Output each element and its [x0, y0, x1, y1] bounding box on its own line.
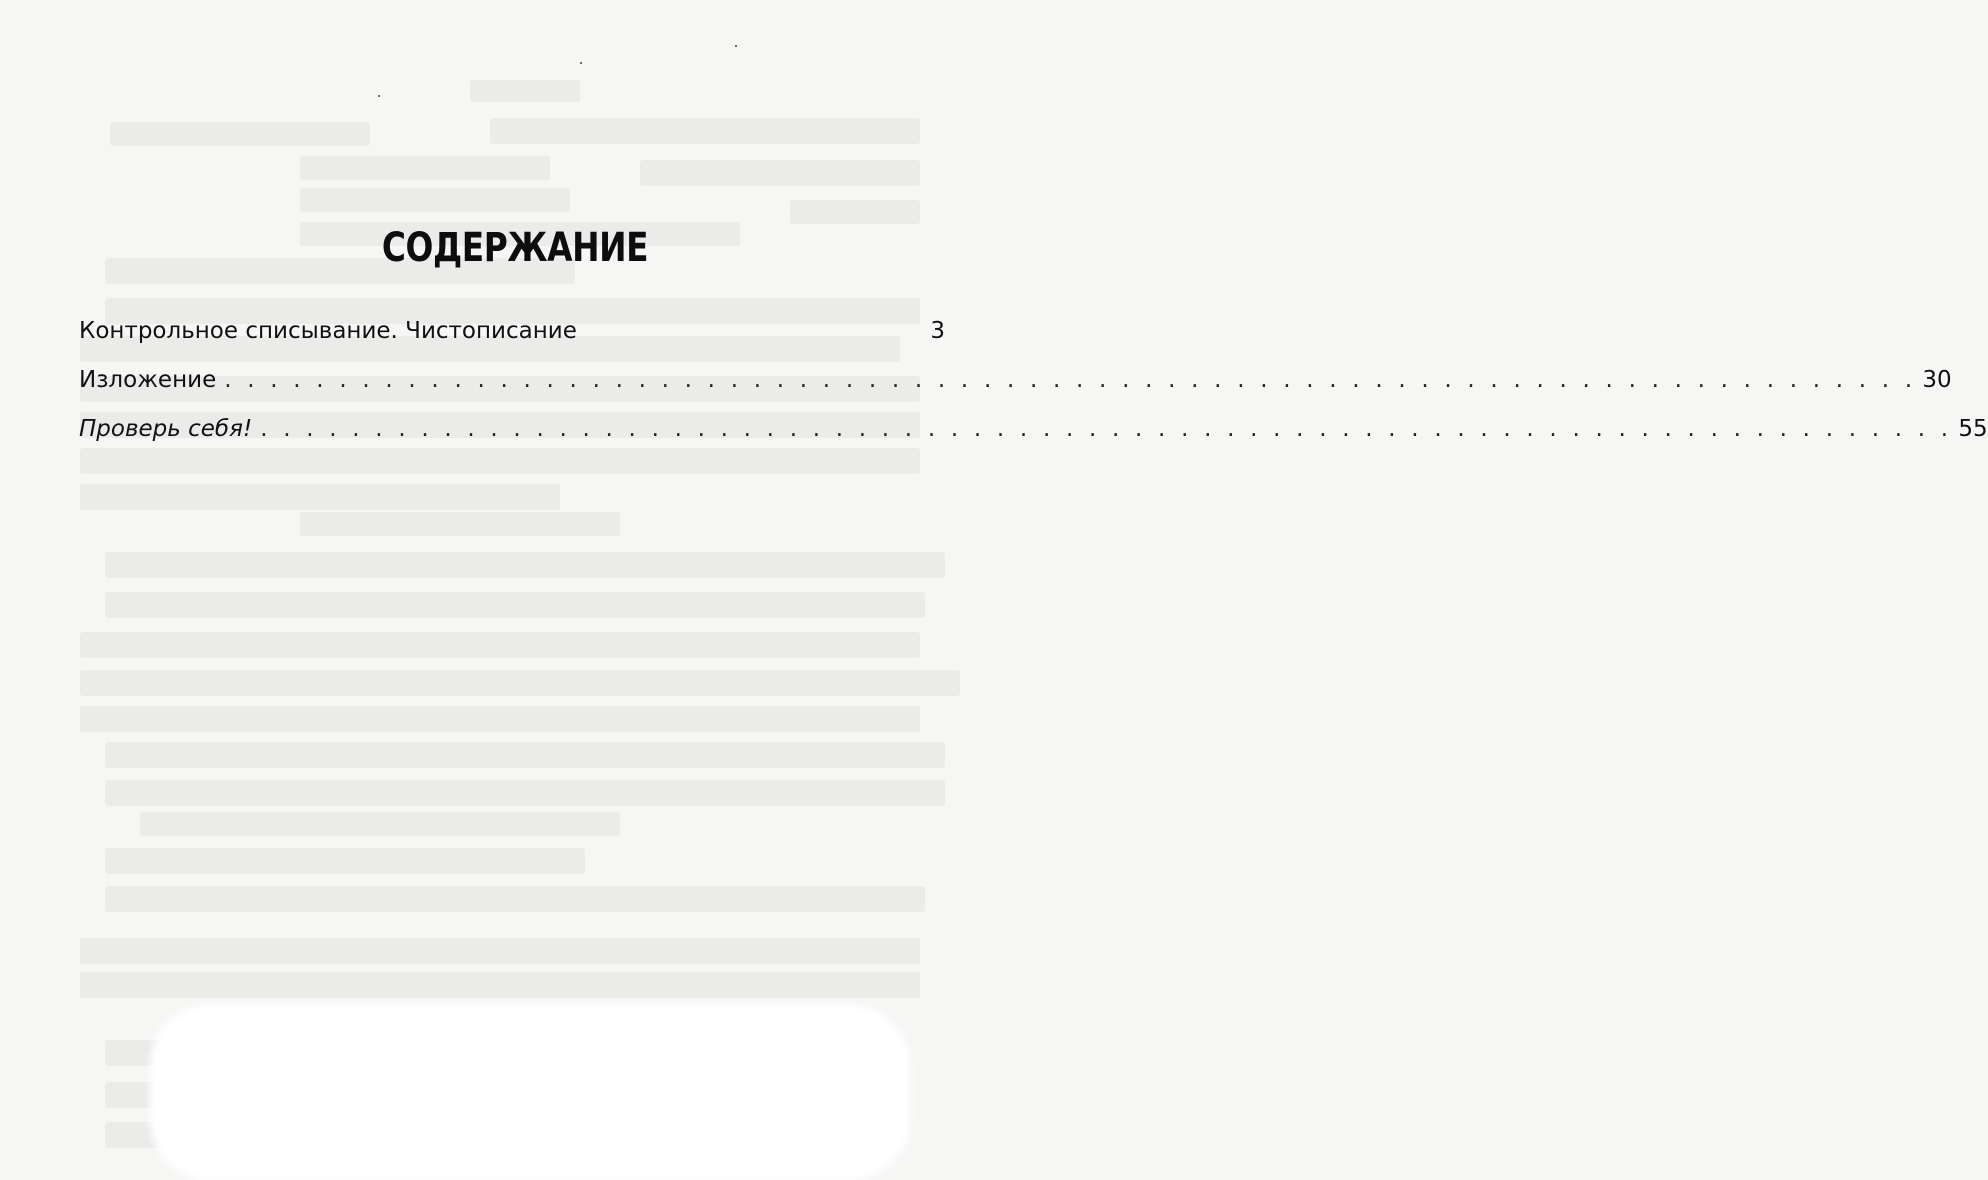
toc-entry-page: 55 — [1958, 416, 1988, 442]
page-title: СОДЕРЖАНИЕ — [381, 225, 649, 271]
toc-entry[interactable] — [79, 367, 1952, 407]
toc-entry[interactable] — [79, 416, 1988, 456]
toc-entry-label: Проверь себя! — [79, 416, 253, 442]
toc-entry[interactable] — [79, 318, 945, 358]
dust-speck — [735, 45, 737, 47]
toc-entry-label: Контрольное списывание. Чистописание — [79, 318, 577, 344]
dust-speck — [580, 62, 582, 64]
toc-leader-dots: . . . . . . . . . . . . . . . . . . . . . . . . . . . . . . . . . . . . . . . . . . . . . . . . . . . . . . . . . . . . . . . . . . . . . . . . . . — [224, 367, 1917, 393]
toc-leader-dots: . . . . . . . . . . . . . . . . . . . . . . . . . . . . . . . . . . . . . . . . . . . . . . . . . . . . . . . . . . . . . . . . . . . . . . . . . . — [260, 416, 1953, 442]
toc-entry-label: Изложение — [79, 367, 217, 393]
toc-entry-page: 3 — [930, 318, 945, 344]
dust-speck — [378, 95, 380, 97]
toc-entry-page: 30 — [1922, 367, 1952, 393]
